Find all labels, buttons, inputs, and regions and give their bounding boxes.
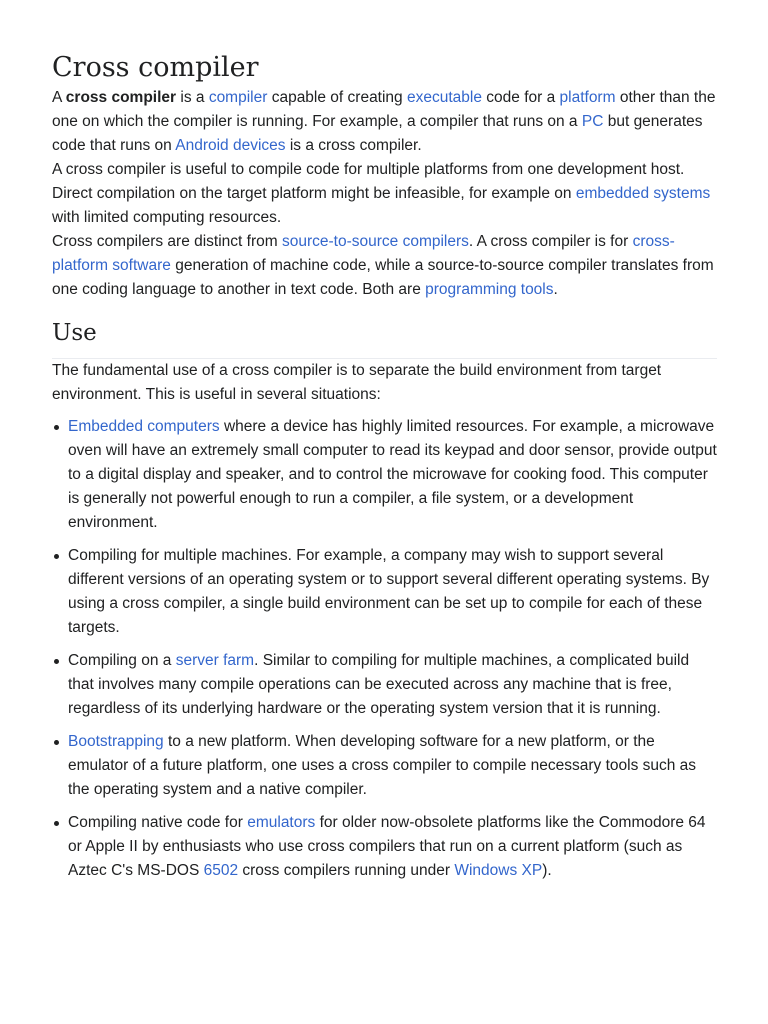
- text-segment: A cross compiler is useful to compile code for multiple platforms from one development host. Direct compilation on the target platform might be infeasible, for example on: [52, 161, 685, 202]
- page-title: Cross compiler: [52, 52, 259, 83]
- text-segment: . A cross compiler is for: [468, 233, 633, 250]
- text-segment: other than the one on which the compiler is running. For example, a compiler that runs on a: [52, 89, 716, 130]
- text-segment: but generates code that runs on: [52, 113, 703, 154]
- intro-paragraph-3: [52, 230, 717, 302]
- text-segment: Compiling native code for: [68, 814, 248, 831]
- list-item: [68, 811, 717, 883]
- list-item: [68, 730, 717, 802]
- intro-paragraph-2: [52, 158, 717, 230]
- text-segment: ).: [542, 862, 552, 879]
- text-segment: to a new platform. When developing software for a new platform, or the emulator of a future platform, one uses a cross compiler to compile necessary tools such as the operating system and a native compiler.: [68, 733, 697, 798]
- use-list: [52, 415, 717, 883]
- link-pc[interactable]: PC: [581, 113, 604, 130]
- list-item: [68, 649, 717, 721]
- link-6502[interactable]: 6502: [203, 862, 239, 879]
- link-source-to-source-compilers[interactable]: source-to-source compilers: [281, 233, 469, 250]
- text-segment: where a device has highly limited resources. For example, a microwave oven will have an extremely small computer to read its keypad and door sensor, provide output to a digital display and speaker, and to control the microwave for cooking food. This computer is generally not powerful enough to run a compiler, a file system, or a development environment.: [68, 418, 717, 531]
- bold-term: cross compiler: [65, 89, 177, 106]
- link-windows-xp[interactable]: Windows XP: [454, 862, 543, 879]
- text-segment: A: [52, 89, 66, 106]
- list-item: [68, 415, 717, 535]
- text-segment: generation of machine code, while a source-to-source compiler translates from one coding language to another in text code. Both are: [52, 257, 714, 298]
- intro-paragraph-1: [52, 86, 717, 158]
- text-segment: code for a: [481, 89, 560, 106]
- link-compiler[interactable]: compiler: [208, 89, 268, 106]
- link-cross-platform-software[interactable]: cross-platform software: [52, 233, 675, 274]
- text-segment: .: [553, 281, 558, 298]
- text-segment: for older now-obsolete platforms like the Commodore 64 or Apple II by enthusiasts who use cross compilers that run on a current platform (such as Aztec C's MS-DOS: [68, 814, 706, 879]
- text-segment: . Similar to compiling for multiple machines, a complicated build that involves many compile operations can be executed across any machine that is free, regardless of its underlying hardware or the operating system version that it is running.: [68, 652, 690, 717]
- link-bootstrapping[interactable]: Bootstrapping: [68, 733, 164, 750]
- link-emulators[interactable]: emulators: [247, 814, 316, 831]
- link-programming-tools[interactable]: programming tools: [425, 281, 554, 298]
- use-paragraph: The fundamental use of a cross compiler is to separate the build environment from target environment. This is useful in several situations:: [52, 362, 662, 403]
- link-embedded-systems[interactable]: embedded systems: [575, 185, 711, 202]
- link-android-devices[interactable]: Android devices: [175, 137, 286, 154]
- text-segment: Cross compilers are distinct from: [52, 233, 282, 250]
- text-segment: is a cross compiler.: [285, 137, 422, 154]
- text-segment: capable of creating: [267, 89, 407, 106]
- text-segment: is a: [176, 89, 209, 106]
- text-segment: Compiling for multiple machines. For example, a company may wish to support several different versions of an operating system or to support several different operating systems. By using a cross compiler, a single build environment can be set up to compile for each of these targets.: [68, 547, 710, 636]
- link-executable[interactable]: executable: [406, 89, 482, 106]
- text-segment: Compiling on a: [68, 652, 176, 669]
- text-segment: cross compilers running under: [238, 862, 455, 879]
- link-embedded-computers[interactable]: Embedded computers: [68, 418, 220, 435]
- link-platform[interactable]: platform: [559, 89, 616, 106]
- list-item: [68, 544, 717, 640]
- text-segment: with limited computing resources.: [52, 209, 282, 226]
- section-heading-use: Use: [52, 317, 717, 359]
- link-server-farm[interactable]: server farm: [175, 652, 255, 669]
- article: [52, 0, 717, 892]
